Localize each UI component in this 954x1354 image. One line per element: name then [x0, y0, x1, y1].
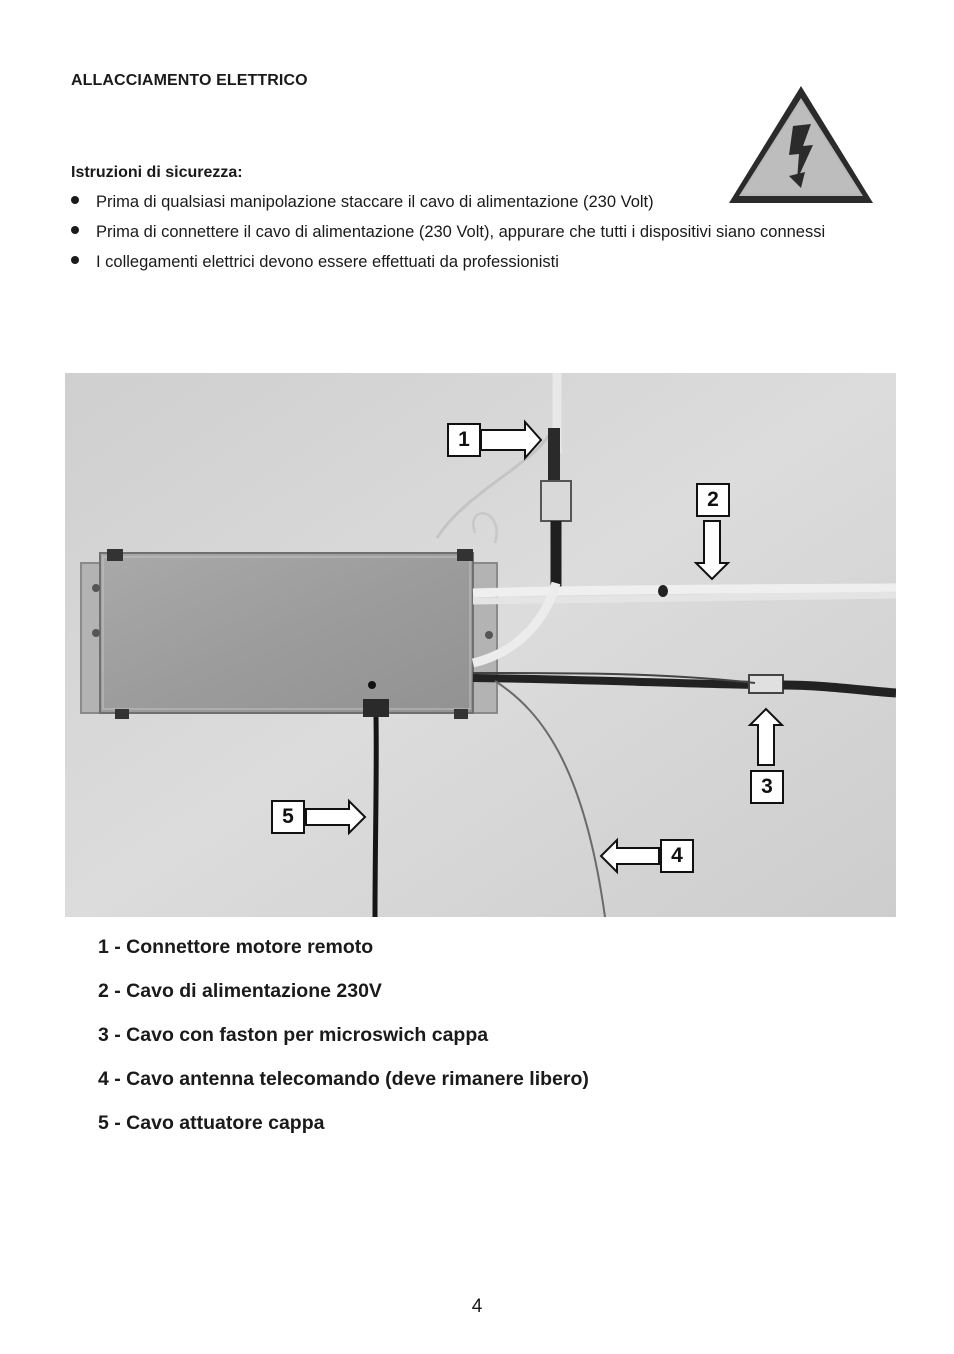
- section-title: ALLACCIAMENTO ELETTRICO: [71, 72, 308, 89]
- legend-item: 1 - Connettore motore remoto: [98, 936, 374, 958]
- list-item: [71, 252, 851, 273]
- callout-1: 1: [447, 423, 481, 457]
- bullet-icon: [71, 226, 79, 234]
- list-item: [71, 222, 851, 243]
- bullet-icon: [71, 256, 79, 264]
- wiring-photo: [65, 373, 896, 917]
- high-voltage-warning-icon: [727, 84, 875, 206]
- list-item-text: Prima di qualsiasi manipolazione staccare il cavo di alimentazione (230 Volt): [96, 193, 654, 211]
- callout-3: 3: [750, 770, 784, 804]
- safety-instructions-list: [71, 192, 851, 282]
- list-item-text: Prima di connettere il cavo di alimentazione (230 Volt), appurare che tutti i dispositivi siano connessi: [96, 223, 826, 241]
- callout-2: 2: [696, 483, 730, 517]
- legend-item: 4 - Cavo antenna telecomando (deve rimanere libero): [98, 1068, 589, 1090]
- list-item-text: I collegamenti elettrici devono essere effettuati da professionisti: [96, 253, 559, 271]
- callout-5: 5: [271, 800, 305, 834]
- callout-4: 4: [660, 839, 694, 873]
- bullet-icon: [71, 196, 79, 204]
- page-number: 4: [471, 1296, 483, 1317]
- list-item: [71, 192, 851, 213]
- legend-list: [98, 934, 589, 1154]
- legend-item: 3 - Cavo con faston per microswich cappa: [98, 1024, 489, 1046]
- legend-item: 5 - Cavo attuatore cappa: [98, 1112, 325, 1134]
- legend-item: 2 - Cavo di alimentazione 230V: [98, 980, 382, 1002]
- safety-heading: Istruzioni di sicurezza:: [71, 164, 243, 181]
